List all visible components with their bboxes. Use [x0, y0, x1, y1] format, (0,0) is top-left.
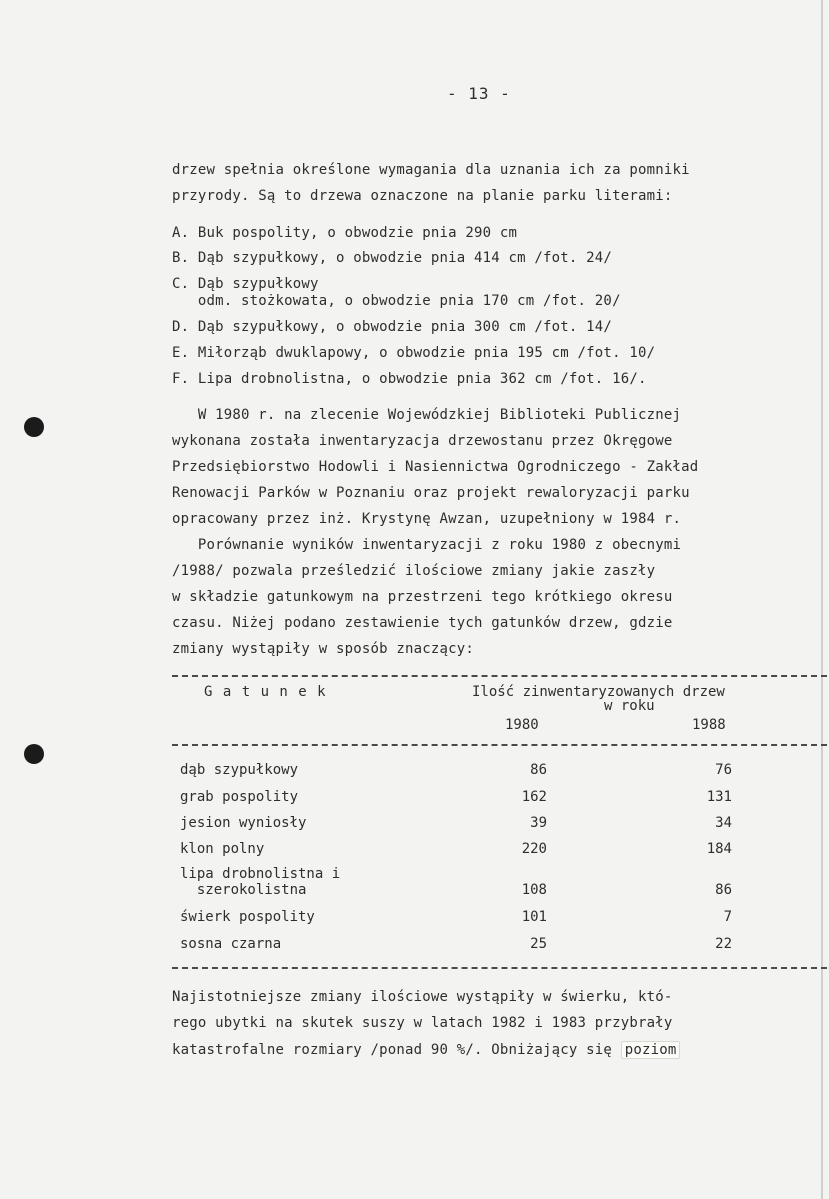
table-cell-1980: 220	[521, 841, 547, 857]
paragraph-line: Porównanie wyników inwentaryzacji z roku 1980 z obecnymi	[172, 537, 682, 553]
table-header-species: G a t u n e k	[204, 684, 327, 700]
table-cell-1980: 108	[521, 882, 547, 898]
table-cell-1980: 39	[530, 815, 547, 831]
table-cell-species: jesion wyniosły	[180, 815, 307, 831]
table-cell-species: sosna czarna	[180, 936, 282, 952]
page-number: - 13 -	[447, 84, 511, 103]
paragraph-line: Najistotniejsze zmiany ilościowe wystąpiły w świerku, któ-	[172, 989, 673, 1005]
table-top-rule	[172, 675, 827, 677]
paragraph-line: Przedsiębiorstwo Hodowli i Nasiennictwa Ogrodniczego - Zakład	[172, 459, 699, 475]
paragraph-line: Renowacji Parków w Poznaniu oraz projekt rewaloryzacji parku	[172, 485, 690, 501]
highlighted-word: poziom	[621, 1041, 681, 1059]
list-item: B. Dąb szypułkowy, o obwodzie pnia 414 cm /fot. 24/	[172, 250, 613, 266]
paragraph-line: rego ubytki na skutek suszy w latach 1982 i 1983 przybrały	[172, 1015, 673, 1031]
paragraph-line: przyrody. Są to drzewa oznaczone na planie parku literami:	[172, 188, 673, 204]
table-header-year-1980: 1980	[505, 717, 539, 733]
list-item: D. Dąb szypułkowy, o obwodzie pnia 300 cm /fot. 14/	[172, 319, 613, 335]
punch-hole	[24, 417, 44, 437]
page-edge	[821, 0, 823, 1199]
table-cell-species: świerk pospolity	[180, 909, 315, 925]
paragraph-line: wykonana została inwentaryzacja drzewostanu przez Okręgowe	[172, 433, 673, 449]
paragraph-text: katastrofalne rozmiary /ponad 90 %/. Obniżający się	[172, 1042, 621, 1058]
paragraph-line: zmiany wystąpiły w sposób znaczący:	[172, 641, 475, 657]
list-item: F. Lipa drobnolistna, o obwodzie pnia 362 cm /fot. 16/.	[172, 371, 647, 387]
table-header-count-sub: w roku	[604, 698, 655, 714]
table-cell-1988: 7	[723, 909, 732, 925]
table-cell-1980: 101	[521, 909, 547, 925]
paragraph-line: w składzie gatunkowym na przestrzeni tego krótkiego okresu	[172, 589, 673, 605]
table-cell-species: dąb szypułkowy	[180, 762, 299, 778]
table-cell-species: grab pospolity	[180, 789, 299, 805]
table-cell-1988: 22	[715, 936, 732, 952]
paragraph-line: drzew spełnia określone wymagania dla uznania ich za pomniki	[172, 162, 690, 178]
paragraph-line: opracowany przez inż. Krystynę Awzan, uzupełniony w 1984 r.	[172, 511, 682, 527]
table-cell-1988: 34	[715, 815, 732, 831]
table-header-count: Ilość zinwentaryzowanych drzew	[472, 684, 725, 700]
table-bottom-rule	[172, 967, 827, 969]
table-cell-1988: 184	[706, 841, 732, 857]
paragraph-line: czasu. Niżej podano zestawienie tych gatunków drzew, gdzie	[172, 615, 673, 631]
paragraph-line	[172, 1041, 680, 1059]
punch-hole	[24, 744, 44, 764]
paragraph-line: /1988/ pozwala prześledzić ilościowe zmiany jakie zaszły	[172, 563, 656, 579]
table-cell-species: lipa drobnolistna i	[180, 866, 341, 882]
paragraph-line: W 1980 r. na zlecenie Wojewódzkiej Biblioteki Publicznej	[172, 407, 682, 423]
table-cell-species-cont: szerokolistna	[180, 882, 307, 898]
table-cell-1988: 76	[715, 762, 732, 778]
table-cell-species: klon polny	[180, 841, 265, 857]
table-cell-1980: 86	[530, 762, 547, 778]
table-header-year-1988: 1988	[692, 717, 726, 733]
table-cell-1980: 162	[521, 789, 547, 805]
list-item: E. Miłorząb dwuklapowy, o obwodzie pnia 195 cm /fot. 10/	[172, 345, 656, 361]
list-item: A. Buk pospolity, o obwodzie pnia 290 cm	[172, 225, 518, 241]
list-item: C. Dąb szypułkowy	[172, 276, 319, 292]
table-cell-1980: 25	[530, 936, 547, 952]
list-item: odm. stożkowata, o obwodzie pnia 170 cm /fot. 20/	[172, 293, 621, 309]
table-cell-1988: 86	[715, 882, 732, 898]
table-header-rule	[172, 744, 827, 746]
table-cell-1988: 131	[706, 789, 732, 805]
